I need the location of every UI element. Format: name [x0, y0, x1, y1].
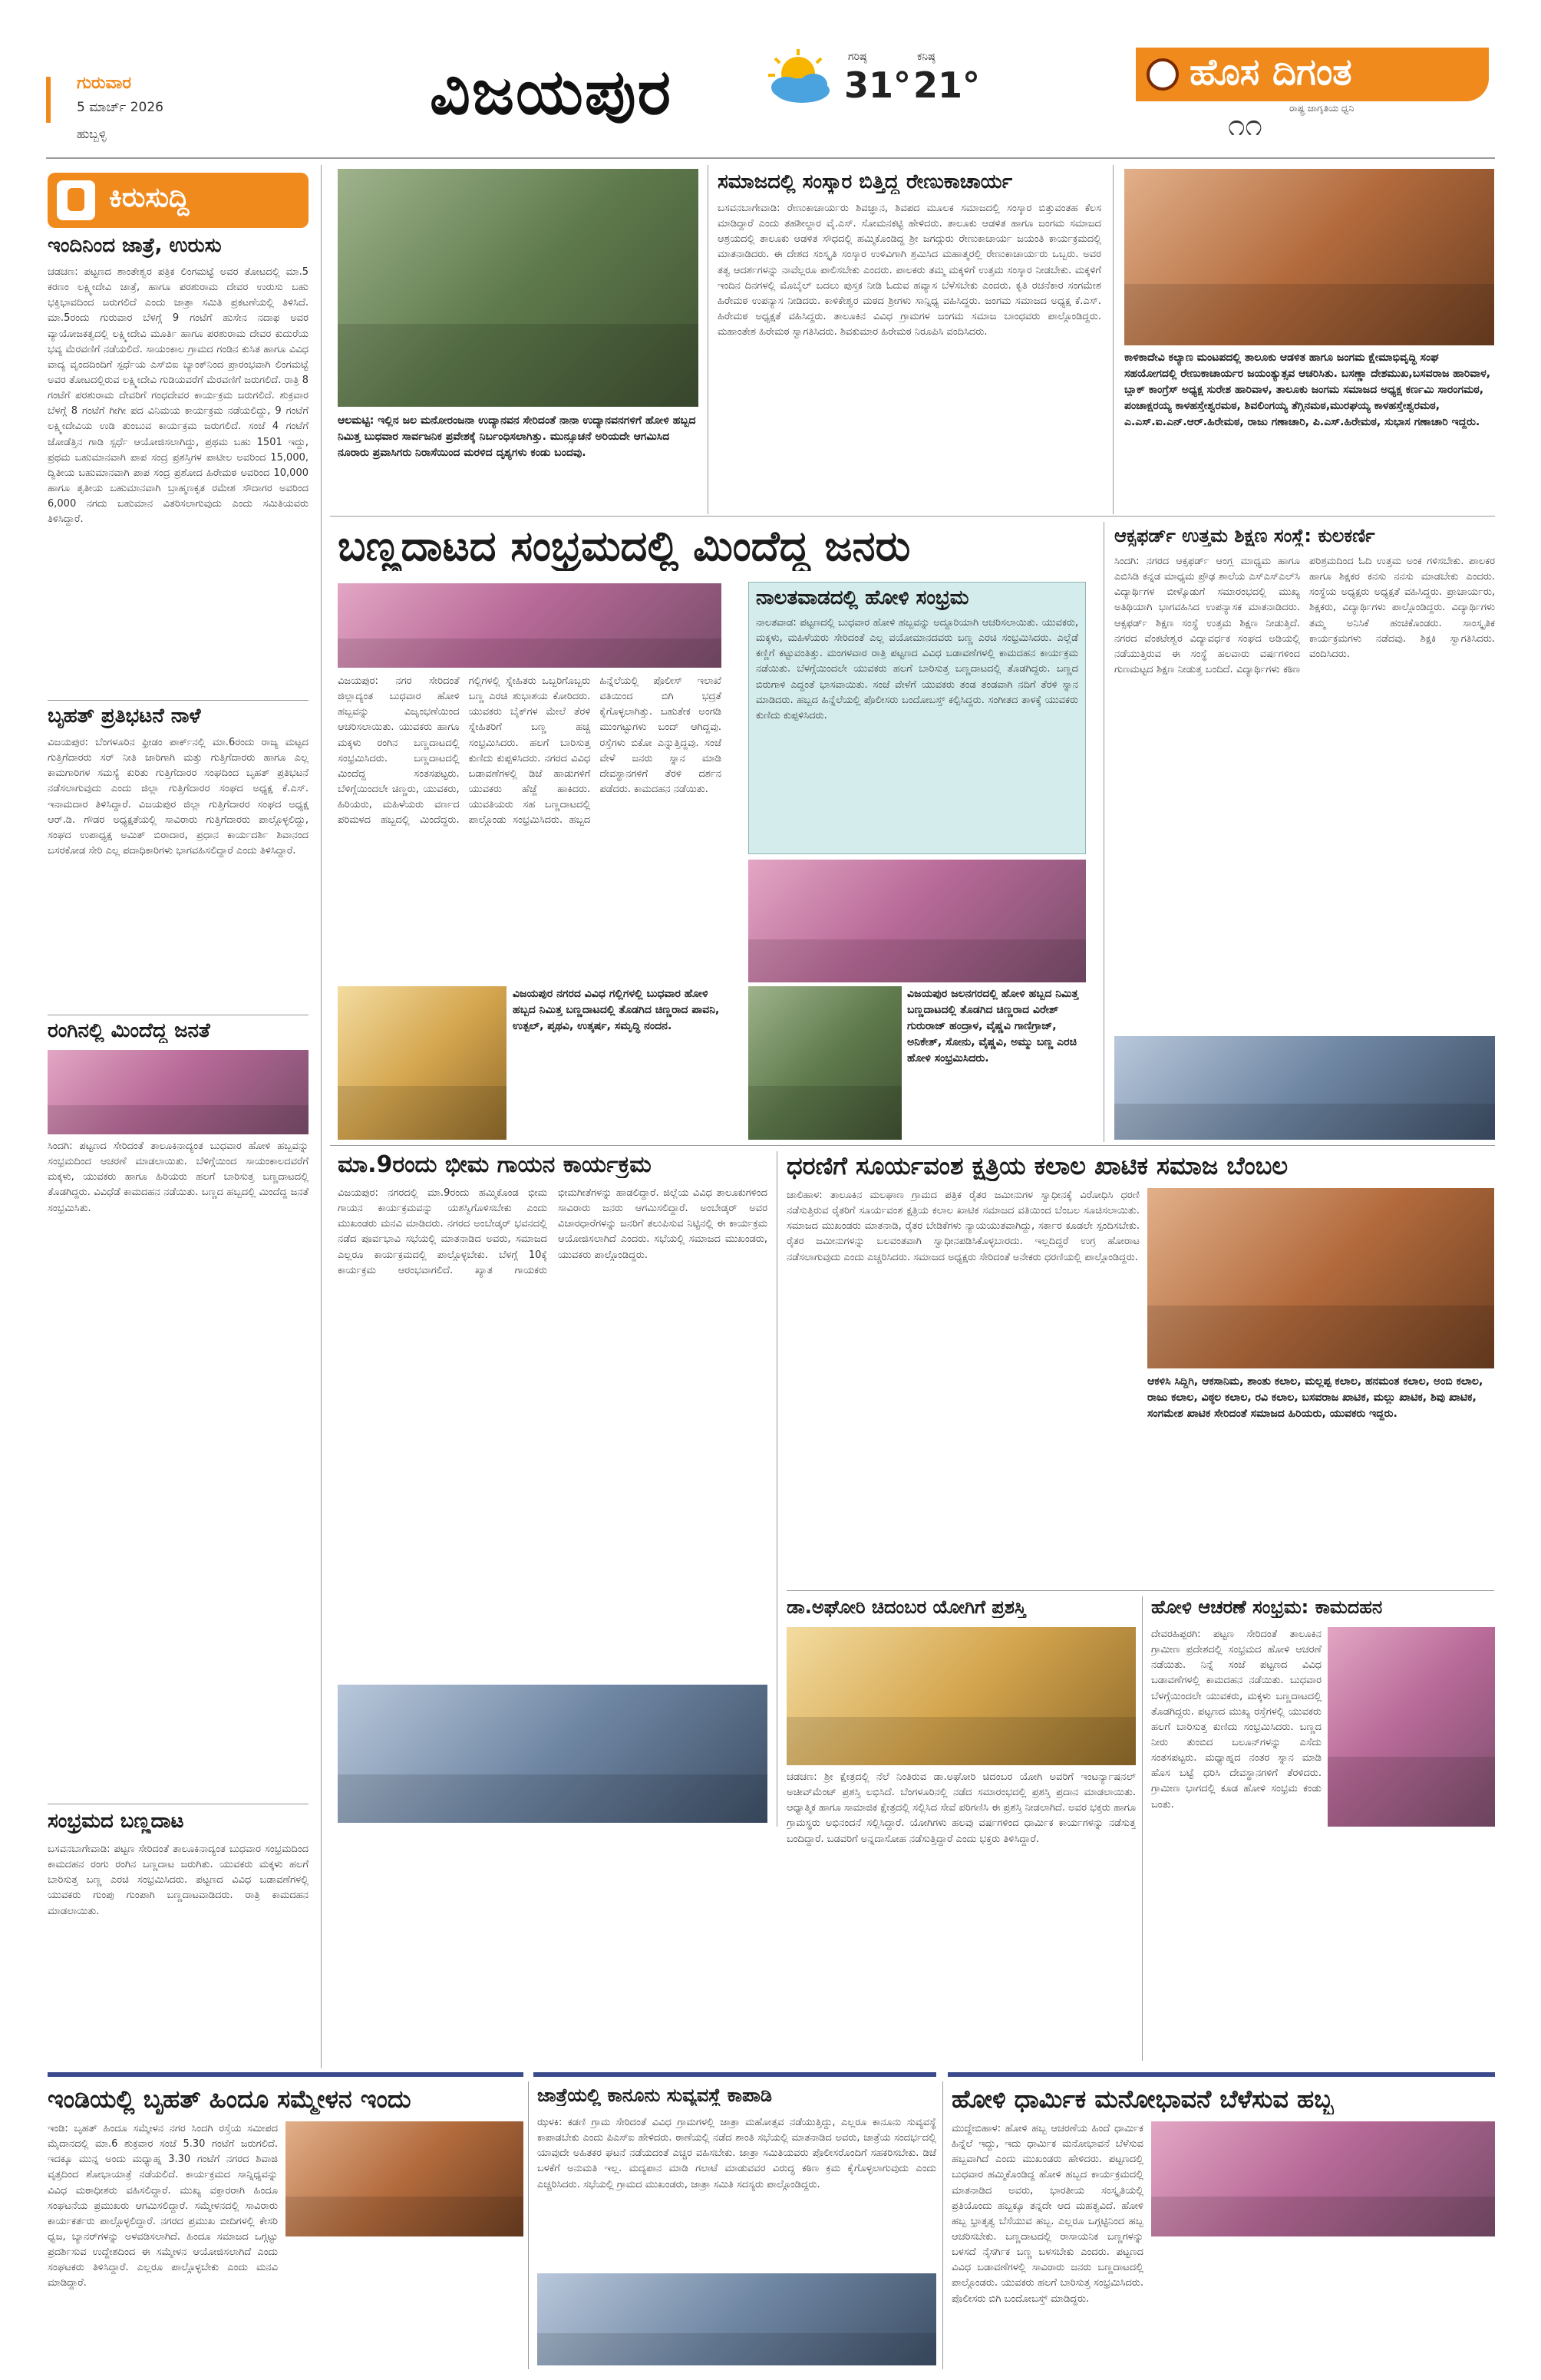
nalatawad-headline: ನಾಲತವಾಡದಲ್ಲಿ ಹೋಳಿ ಸಂಭ್ರಮ — [756, 586, 969, 609]
masthead-rule — [46, 157, 1495, 159]
kamadahana-headline: ಹೋಳಿ ಆಚರಣೆ ಸಂಭ್ರಮ: ಕಾಮದಹನ — [1151, 1596, 1383, 1618]
kiru-h1: ಇಂದಿನಿಂದ ಜಾತ್ರೆ, ಉರುಸು — [48, 234, 222, 257]
kiru-rule-1 — [48, 700, 309, 701]
bannadata-headline: ಬಣ್ಣದಾಟದ ಸಂಭ್ರಮದಲ್ಲಿ ಮಿಂದೆದ್ದ ಜನರು — [338, 522, 911, 570]
masthead — [0, 0, 1541, 161]
edition-title: ವಿಜಯಪುರ — [430, 55, 672, 129]
bottom-bar-2 — [533, 2072, 936, 2077]
jatre-body: ಝಳಕಿ: ಕಡಣಿ ಗ್ರಾಮ ಸೇರಿದಂತೆ ವಿವಿಧ ಗ್ರಾಮಗಳಲ್ಲಿ ಜಾತ್ರಾ ಮಹೋತ್ಸವ ನಡೆಯುತ್ತಿದ್ದು, ಎಲ್ಲರೂ ಕಾನೂನು ಸುವ್ಯವಸ್ಥೆ ಕಾಪಾಡಬೇಕು ಎಂದು ಪಿಎಸ್‌ಐ ಹೇಳಿದರು. ಠಾಣೆಯಲ್ಲಿ ನಡೆದ ಶಾಂತಿ ಸಭೆಯಲ್ಲಿ ಮಾತನಾಡಿದ ಅವರು, ಜಾತ್ರೆಯ ಸಂದರ್ಭದಲ್ಲಿ ಯಾವುದೇ ಅಹಿತಕರ ಘಟನೆ ನಡೆಯದಂತೆ ಎಚ್ಚರ ವಹಿಸಬೇಕು. ಜಾತ್ರಾ ಸಮಿತಿಯವರು ಪೊಲೀಸರೊಂದಿಗೆ ಸಹಕರಿಸಬೇಕು. ಡಿಜೆ ಬಳಕೆಗೆ ಅನುಮತಿ ಇಲ್ಲ. ಮದ್ಯಪಾನ ಮಾಡಿ ಗಲಾಟೆ ಮಾಡುವವರ ವಿರುದ್ಧ ಕಠಿಣ ಕ್ರಮ ಕೈಗೊಳ್ಳಲಾಗುವುದು ಎಂದು ಎಚ್ಚರಿಸಿದರು. ಸಭೆಯಲ್ಲಿ ಗ್ರಾಮದ ಮುಖಂಡರು, ಜಾತ್ರಾ ಸಮಿತಿ ಸದಸ್ಯರು ಪಾಲ್ಗೊಂಡಿದ್ದರು. — [537, 2117, 936, 2190]
dharmika-headline: ಹೋಳಿ ಧಾರ್ಮಿಕ ಮನೋಭಾವನೆ ಬೆಳೆಸುವ ಹಬ್ಬ — [952, 2085, 1334, 2114]
bannadata-cap2: ವಿಜಯಪುರ ಜಲನಗರದಲ್ಲಿ ಹೋಳಿ ಹಬ್ಬದ ನಿಮಿತ್ತ ಬಣ್ಣದಾಟದಲ್ಲಿ ತೊಡಗಿದ ಚಿಣ್ಣರಾದ ವಿರೇಶ್ ಗುರುರಾಜ್ ಹಂದ್ರಾಳ, ವೈಷ್ಣವಿ ಗಾಣಿಗ್ರಾಜ್, ಅನಿಕೇತ್, ಸೋನು, ವೈಷ್ಣವಿ, ಅಮ್ಮು ಬಣ್ಣ ಎರಚಿ ಹೋಳಿ ಸಂಭ್ರಮಿಸಿದರು. — [907, 988, 1079, 1065]
kamadahana-photo — [1328, 1627, 1495, 1827]
col3-divider — [1113, 165, 1114, 514]
nalatawad-photo — [748, 860, 1086, 982]
aghori-photo — [787, 1627, 1136, 1765]
kamadahana-body: ದೇವರಹಿಪ್ಪರಗಿ: ಪಟ್ಟಣ ಸೇರಿದಂತೆ ತಾಲೂಕಿನ ಗ್ರಾಮೀಣ ಪ್ರದೇಶದಲ್ಲಿ ಸಂಭ್ರಮದ ಹೋಳಿ ಆಚರಣೆ ನಡೆಯಿತು. ನಿನ್ನೆ ಸಂಜೆ ಪಟ್ಟಣದ ವಿವಿಧ ಬಡಾವಣೆಗಳಲ್ಲಿ ಕಾಮದಹನ ನಡೆಯಿತು. ಬುಧವಾರ ಬೆಳಗ್ಗೆಯಿಂದಲೇ ಯುವಕರು, ಮಕ್ಕಳು ಬಣ್ಣದಾಟದಲ್ಲಿ ತೊಡಗಿದ್ದರು. ಪಟ್ಟಣದ ಮುಖ್ಯ ರಸ್ತೆಗಳಲ್ಲಿ ಯುವಕರು ಹಲಗೆ ಬಾರಿಸುತ್ತ ಕುಣಿದು ಸಂಭ್ರಮಿಸಿದರು. ಬಣ್ಣದ ನೀರು ತುಂಬಿದ ಬಲೂನ್‌ಗಳನ್ನು ಎಸೆದು ಸಂತಸಪಟ್ಟರು. ಮಧ್ಯಾಹ್ನದ ನಂತರ ಸ್ನಾನ ಮಾಡಿ ಹೊಸ ಬಟ್ಟೆ ಧರಿಸಿ ದೇವಸ್ಥಾನಗಳಿಗೆ ತೆರಳಿದರು. ಗ್ರಾಮೀಣ ಭಾಗದಲ್ಲಿ ಕೂಡ ಹೋಳಿ ಸಂಭ್ರಮ ಕಂಡು ಬಂತು. — [1151, 1629, 1322, 1811]
page-number: ೧೧ — [1228, 107, 1262, 143]
dharani-caption: ಆಕಳಿಸಿ ಸಿದ್ದಿಗಿ, ಆಕಸಾನಿಮ, ಶಾಂತು ಕಲಾಲ, ಮಲ್ಲಪ್ಪ ಕಲಾಲ, ಹನಮಂತ ಕಲಾಲ, ಅಂಬಿ ಕಲಾಲ, ರಾಜು ಕಲಾಲ, ವಿಠ್ಠಲ ಕಲಾಲ, ರವಿ ಕಲಾಲ, ಬಸವರಾಜ ಖಾಟಿಕ, ಮಲ್ಲು ಖಾಟಿಕ, ಶಿವು ಖಾಟಿಕ, ಸಂಗಮೇಶ ಖಾಟಿಕ ಸೇರಿದಂತೆ ಸಮಾಜದ ಹಿರಿಯರು, ಯುವಕರು ಇದ್ದರು. — [1147, 1375, 1483, 1420]
kiru-p1: ಚಡಚಣ: ಪಟ್ಟಣದ ಶಾಂತೇಶ್ವರ ಪತ್ರಿಕ ಲಿಂಗಮಟ್ಟೆ ಅವರ ತೋಟದಲ್ಲಿ ಮಾ.5 ಕರಣಂ ಲಕ್ಷ್ಮೀದೇವಿ ಜಾತ್ರೆ, ಹಾಗೂ ಪರಶುರಾಮ ದೇವರ ಉರುಸು ಬಹು ಭಕ್ತಿಭಾವದಿಂದ ಜರುಗಲಿದೆ ಎಂದು ಜಾತ್ರಾ ಸಮಿತಿ ಪ್ರಕಟಣೆಯಲ್ಲಿ ತಿಳಿಸಿದೆ. ಮಾ.5ರಂದು ಗುರುವಾರ ಬೆಳಗ್ಗೆ 9 ಗಂಟೆಗೆ ಹುಸೇನ ನದಾಫ ಅವರ ವ್ಯಾಯೋಜಕತ್ವದಲ್ಲಿ ಲಕ್ಷ್ಮೀದೇವಿ ಮೂರ್ತಿ ಹಾಗೂ ಪರಶುರಾಮ ದೇವರ ಕುದುರೆಯ ಭವ್ಯ ಮೆರವಣಿಗೆ ನಡೆಯಲಿದೆ. ಸಾಯಂಕಾಲ ಗ್ರಾಮದ ಗಂಡಿನ ಕುಸಿತ ಹಾಗೂ ವಿವಿಧ ವಾದ್ಯ ವೃಂದದಿಂದಿಗೆ ಸ್ಪರ್ಧೆಯ ಎಸ್‌ಬಿಐ ಬ್ಯಾಂಕ್‌ನಿಂದ ಪ್ರಾರಂಭವಾಗಿ ಲಿಂಗಮಟ್ಟೆ ಅವರ ತೋಟದಲ್ಲಿರುವ ಲಕ್ಷ್ಮೀದೇವಿ ಗುಡಿಯವರೆಗೆ ಮೆರವಣಿಗೆ ಜರುಗಲಿದೆ. ರಾತ್ರಿ 8 ಗಂಟೆಗೆ ಪರಶುರಾಮ ದೇವರಿಗೆ ಗಂಧದೇವರ ಕಾರ್ಯಕ್ರಮ ಜರುಗಲಿದೆ. ಶುಕ್ರವಾರ ಬೆಳಗ್ಗೆ 8 ಗಂಟೆಗೆ ಗೀಗೀ ಪದ ವಿನಿಮಯ ಕಾರ್ಯಕ್ರಮ ನಡೆಯಲಿದ್ದು, 9 ಗಂಟೆಗೆ ಲಕ್ಷ್ಮೀದೇವಿಯ ಉಡಿ ತುಂಬುವ ಕಾರ್ಯಕ್ರಮ ಜರುಗಲಿದೆ. ಸಂಜೆ 4 ಗಂಟೆಗೆ ಜೋಡೆತ್ತಿನ ಗಾಡಿ ಸ್ಪರ್ಧೆ ಆಯೋಜಿಸಲಾಗಿದ್ದು, ಪ್ರಥಮ ಬಹು 1501 ಇದ್ದು, ಪ್ರಥಮ ಬಹುಮಾನವಾಗಿ ಪಾಪ ಸಂದ್ರ ಪ್ರಶಸ್ತಿಗಳ ಪಾಟೀಲ ಅವರಿಂದ 15,000, ದ್ವಿತೀಯ ಬಹುಮಾನವಾಗಿ ಪಾಪ ಸಂದ್ರ ಪ್ರಶೋದ ಹಿರೇಮಠ ಅವರಿಂದ 10,000 ಹಾಗೂ ತೃತೀಯ ಬಹುಮಾನವಾಗಿ ಬ್ರಾಹ್ಮಣಕೃತ ರಮೇಶ ಸೌದಾಗರ ಅವರಿಂದ 6,000 ನಗದು ಬಹುಮಾನ ವಿತರಿಸಲಾಗುವುದು ಎಂದು ಸಮಿತಿಯವರು ತಿಳಿಸಿದ್ದಾರೆ. — [48, 266, 309, 526]
aghori-body: ಚಡಚಣ: ಶ್ರೀ ಕ್ಷೇತ್ರದಲ್ಲಿ ನೆಲೆ ನಿಂತಿರುವ ಡಾ.ಅಘೋರಿ ಚಿದಂಬರ ಯೋಗಿ ಅವರಿಗೆ ಇಂಟರ್ನ್ಯಾಷನಲ್ ಅಚೀವ್‌ಮೆಂಟ್ ಪ್ರಶಸ್ತಿ ಲಭಿಸಿದೆ. ಬೆಂಗಳೂರಿನಲ್ಲಿ ನಡೆದ ಸಮಾರಂಭದಲ್ಲಿ ಪ್ರಶಸ್ತಿ ಪ್ರದಾನ ಮಾಡಲಾಯಿತು. ಆಧ್ಯಾತ್ಮಿಕ ಹಾಗೂ ಸಾಮಾಜಿಕ ಕ್ಷೇತ್ರದಲ್ಲಿ ಸಲ್ಲಿಸಿದ ಸೇವೆ ಪರಿಗಣಿಸಿ ಈ ಪ್ರಶಸ್ತಿ ನೀಡಲಾಗಿದೆ. ಅವರ ಭಕ್ತರು ಹಾಗೂ ಗ್ರಾಮಸ್ಥರು ಅಭಿನಂದನೆ ಸಲ್ಲಿಸಿದ್ದಾರೆ. ಯೋಗಿಗಳು ಹಲವು ವರ್ಷಗಳಿಂದ ಧಾರ್ಮಿಕ ಕಾರ್ಯಗಳನ್ನು ನಡೆಸುತ್ತ ಬಂದಿದ್ದಾರೆ. ಬಡವರಿಗೆ ಅನ್ನದಾಸೋಹ ನಡೆಸುತ್ತಿದ್ದಾರೆ ಎಂದು ಭಕ್ತರು ತಿಳಿಸಿದ್ದಾರೆ. — [787, 1771, 1136, 1845]
alamatti-photo — [338, 169, 698, 407]
kiru-photo-holi — [48, 1050, 309, 1134]
alamatti-caption: ಆಲಮಟ್ಟಿ: ಇಲ್ಲಿನ ಜಲ ಮನೋರಂಜನಾ ಉದ್ಯಾನವನ ಸೇರಿದಂತೆ ನಾನಾ ಉದ್ಯಾನವನಗಳಿಗೆ ಹೋಳಿ ಹಬ್ಬದ ನಿಮಿತ್ತ ಬುಧವಾರ ಸಾರ್ವಜನಿಕ ಪ್ರವೇಶಕ್ಕೆ ನಿರ್ಬಂಧಿಸಲಾಗಿತ್ತು. ಮುನ್ಸೂಚನೆ ಅರಿಯದೇ ಆಗಮಿಸಿದ ನೂರಾರು ಪ್ರವಾಸಿಗರು ನಿರಾಸೆಯಿಂದ ಮರಳಿದ ದೃಶ್ಯಗಳು ಕಂಡು ಬಂದವು. — [338, 414, 696, 459]
bannadata-photo-kids-2 — [748, 986, 902, 1140]
kiru-suddi-badge — [48, 173, 309, 228]
max-temp: 31° — [844, 64, 912, 106]
kiru-p4: ಬಸವನಬಾಗೇವಾಡಿ: ಪಟ್ಟಣ ಸೇರಿದಂತೆ ತಾಲೂಕಿನಾದ್ಯಂತ ಬುಧವಾರ ಸಂಭ್ರಮದಿಂದ ಕಾಮದಹನ ರಂಗು ರಂಗಿನ ಬಣ್ಣದಾಟ ಜರುಗಿತು. ಯುವಕರು ಮಕ್ಕಳು ಹಲಗೆ ಬಾರಿಸುತ್ತ ಬಣ್ಣ ಎರಚಿ ಸಂಭ್ರಮಿಸಿದರು. ಪಟ್ಟಣದ ವಿವಿಧ ಬಡಾವಣೆಗಳಲ್ಲಿ ಯುವಕರು ಗುಂಪು ಗುಂಪಾಗಿ ಬಣ್ಣದಾಟವಾಡಿದರು. ರಾತ್ರಿ ಕಾಮದಹನ ಮಾಡಲಾಯಿತು. — [48, 1844, 309, 1917]
bottom-bar-3 — [948, 2072, 1495, 2077]
kiru-h2: ಬೃಹತ್ ಪ್ರತಿಭಟನೆ ನಾಳೆ — [48, 705, 201, 728]
kiru-h4: ಸಂಭ್ರಮದ ಬಣ್ಣದಾಟ — [48, 1810, 184, 1833]
dharani-body: ಜಾಲಿಹಾಳ: ತಾಲೂಕಿನ ಮಲಘಾಣ ಗ್ರಾಮದ ಪತ್ರಿಕ ರೈತರ ಜಮೀನುಗಳ ಸ್ವಾಧೀನಕ್ಕೆ ವಿರೋಧಿಸಿ ಧರಣಿ ನಡೆಸುತ್ತಿರುವ ರೈತರಿಗೆ ಸೂರ್ಯವಂಶ ಕ್ಷತ್ರಿಯ ಕಲಾಲ ಖಾಟಿಕ ಸಮಾಜದ ವತಿಯಿಂದ ಬೆಂಬಲ ಸೂಚಿಸಲಾಯಿತು. ಸಮಾಜದ ಮುಖಂಡರು ಮಾತನಾಡಿ, ರೈತರ ಬೇಡಿಕೆಗಳು ನ್ಯಾಯಯುತವಾಗಿದ್ದು, ಸರ್ಕಾರ ಕೂಡಲೇ ಸ್ಪಂದಿಸಬೇಕು. ರೈತರ ಜಮೀನುಗಳನ್ನು ಬಲವಂತವಾಗಿ ಸ್ವಾಧೀನಪಡಿಸಿಕೊಳ್ಳಬಾರದು. ಇಲ್ಲದಿದ್ದರೆ ಉಗ್ರ ಹೋರಾಟ ನಡೆಸಲಾಗುವುದು ಎಂದು ಎಚ್ಚರಿಸಿದರು. ಸಮಾಜದ ಅಧ್ಯಕ್ಷರು ಸೇರಿದಂತೆ ಅನೇಕರು ಧರಣಿಯಲ್ಲಿ ಪಾಲ್ಗೊಂಡಿದ್ದರು. — [787, 1190, 1140, 1263]
min-temp-label: ಕನಿಷ್ಠ — [917, 51, 935, 63]
row2-rule — [330, 1145, 1495, 1146]
dharmika-body-2 — [1151, 2243, 1495, 2365]
col6-divider — [1142, 1596, 1143, 2061]
renuka-caption: ಕಾಳಿಕಾದೇವಿ ಕಲ್ಯಾಣ ಮಂಟಪದಲ್ಲಿ ತಾಲೂಕು ಆಡಳಿತ ಹಾಗೂ ಜಂಗಮ ಕ್ಷೇಮಾಭಿವೃದ್ಧಿ ಸಂಘ ಸಹಯೋಗದಲ್ಲಿ ರೇಣುಕಾಚಾರ್ಯರ ಜಯಂತ್ಯುತ್ಸವ ಆಚರಿಸಿತು. ಬಸಣ್ಣಾ ದೇಶಮುಖ,ಬಸವರಾಜ ಹಾರಿವಾಳ, ಬ್ಲಾಕ್ ಕಾಂಗ್ರೆಸ್ ಅಧ್ಯಕ್ಷ ಸುರೇಶ ಹಾರಿವಾಳ, ತಾಲೂಕು ಜಂಗಮ ಸಮಾಜದ ಅಧ್ಯಕ್ಷ ಕರ್ಣಮಿ ಸಾರಂಗಮಠ, ಪಂಚಾಕ್ಷರಯ್ಯ ಕಾಳಹಸ್ತೇಶ್ವರಮಠ, ಶಿವಲಿಂಗಯ್ಯ ತೆಗ್ಗಿನಮಠ,ಮುರಘಯ್ಯ ಕಾಳಹಸ್ತೇಶ್ವರಮಠ, ಎ.ಎಸ್.ಐ.ಎನ್.ಆರ್.ಹಿರೇಮಠ, ರಾಜು ಗಣಾಚಾರಿ, ಪಿ.ಎಸ್.ಹಿರೇಮಠ, ಸುಭಾಸ ಗಣಾಚಾರಿ ಇದ್ದರು. — [1124, 352, 1491, 428]
masthead-left-bar — [46, 77, 51, 123]
dharani-photo — [1147, 1188, 1494, 1368]
oxford-body: ಸಿಂದಗಿ: ನಗರದ ಆಕ್ಸಫರ್ಡ್ ಆಂಗ್ಲ ಮಾಧ್ಯಮ ಹಾಗೂ ಎಬಿಸಿಡಿ ಕನ್ನಡ ಮಾಧ್ಯಮ ಪ್ರೌಢ ಶಾಲೆಯ ಎಸ್‌ಎಸ್‌ಎಲ್‌ಸಿ ವಿದ್ಯಾರ್ಥಿಗಳ ಬೀಳ್ಕೊಡುಗೆ ಸಮಾರಂಭದಲ್ಲಿ ಮುಖ್ಯ ಅತಿಥಿಯಾಗಿ ಭಾಗವಹಿಸಿದ ಉಪನ್ಯಾಸಕ ಮಾತನಾಡಿದರು. ಆಕ್ಸಫರ್ಡ್ ಶಿಕ್ಷಣ ಸಂಸ್ಥೆ ಉತ್ತಮ ಶಿಕ್ಷಣ ನೀಡುತ್ತಿದೆ. ನಗರದ ವೆಂಕಟೇಶ್ವರ ವಿದ್ಯಾವರ್ಧಕ ಸಂಘದ ಅಡಿಯಲ್ಲಿ ನಡೆಯುತ್ತಿರುವ ಈ ಸಂಸ್ಥೆ ಹಲವಾರು ವರ್ಷಗಳಿಂದ ಗುಣಮಟ್ಟದ ಶಿಕ್ಷಣ ನೀಡುತ್ತ ಬಂದಿದೆ. ವಿದ್ಯಾರ್ಥಿಗಳು ಕಠಿಣ ಪರಿಶ್ರಮದಿಂದ ಓದಿ ಉತ್ತಮ ಅಂಕ ಗಳಿಸಬೇಕು. ಪಾಲಕರ ಹಾಗೂ ಶಿಕ್ಷಕರ ಕನಸು ನನಸು ಮಾಡಬೇಕು ಎಂದರು. ಸಂಸ್ಥೆಯ ಅಧ್ಯಕ್ಷರು ಅಧ್ಯಕ್ಷತೆ ವಹಿಸಿದ್ದರು. ಪ್ರಾಚಾರ್ಯರು, ಶಿಕ್ಷಕರು, ವಿದ್ಯಾರ್ಥಿಗಳು ಪಾಲ್ಗೊಂಡಿದ್ದರು. ವಿದ್ಯಾರ್ಥಿಗಳು ತಮ್ಮ ಅನಿಸಿಕೆ ಹಂಚಿಕೊಂಡರು. ಸಾಂಸ್ಕೃತಿಕ ಕಾರ್ಯಕ್ರಮಗಳು ನಡೆದವು. ಶಿಕ್ಷಕಿ ಸ್ವಾಗತಿಸಿದರು. ವಂದಿಸಿದರು. — [1114, 556, 1495, 675]
bheema-headline: ಮಾ.9ರಂದು ಭೀಮ ಗಾಯನ ಕಾರ್ಯಕ್ರಮ — [338, 1151, 652, 1178]
indi-body-2 — [285, 2243, 523, 2365]
bannadata-photo-kids-1 — [338, 986, 507, 1140]
min-temp: 21° — [913, 64, 981, 106]
row3-rule — [787, 1590, 1494, 1591]
oxford-headline: ಆಕ್ಸಫರ್ಡ್ ಉತ್ತಮ ಶಿಕ್ಷಣ ಸಂಸ್ಥೆ: ಕುಲಕರ್ಣಿ — [1114, 525, 1375, 546]
kiru-p2: ವಿಜಯಪುರ: ಬೆಂಗಳೂರಿನ ಫ್ರೀಡಂ ಪಾರ್ಕ್‌ನಲ್ಲಿ ಮಾ.6ರಂದು ರಾಜ್ಯ ಮಟ್ಟದ ಗುತ್ತಿಗೆದಾರರು ಸರ್ ನೀತಿ ಜಾರಿಗಾಗಿ ಮತ್ತು ಗುತ್ತಿಗೆದಾರರು ಹಾಗೂ ಎಲ್ಲ ಕಾಮಗಾರಿಗಳ ಸಮಸ್ಯೆ ಕುರಿತು ಗುತ್ತಿಗೆದಾರರ ಸಂಘದಿಂದ ಬೃಹತ್ ಪ್ರತಿಭಟನೆ ನಡೆಸಲಾಗುವುದು ಎಂದು ಜಿಲ್ಲಾ ಗುತ್ತಿಗೆದಾರರ ಸಂಘದ ಅಧ್ಯಕ್ಷ ಕೆ.ಎಸ್. ಇನಾಮದಾರ ತಿಳಿಸಿದ್ದಾರೆ. ವಿಜಯಪುರ ಜಿಲ್ಲಾ ಗುತ್ತಿಗೆದಾರರ ಸಂಘದ ಅಧ್ಯಕ್ಷ ಆರ್.ಡಿ. ಗೌಡರ ಅಧ್ಯಕ್ಷತೆಯಲ್ಲಿ ಸಾವಿರಾರು ಗುತ್ತಿಗೆದಾರರು ಪಾಲ್ಗೊಳ್ಳಲಿದ್ದು, ಸಂಘದ ಉಪಾಧ್ಯಕ್ಷ ಅಮಿತ್ ಬಿರಾದಾರ, ಪ್ರಧಾನ ಕಾರ್ಯದರ್ಶಿ ಶಿವಾನಂದ ಬಸರಕೋಡ ಸೇರಿ ಎಲ್ಲ ಪದಾಧಿಕಾರಿಗಳು ಭಾಗವಹಿಸಲಿದ್ದಾರೆ ಎಂದು ತಿಳಿಸಿದ್ದಾರೆ. — [48, 737, 309, 857]
left-col-divider — [321, 165, 322, 2068]
bheema-photo — [338, 1685, 767, 1823]
issue-city: ಹುಬ್ಬಳ್ಳಿ — [77, 127, 107, 141]
bheema-body: ವಿಜಯಪುರ: ನಗರದಲ್ಲಿ ಮಾ.9ರಂದು ಹಮ್ಮಿಕೊಂಡ ಭೀಮ ಗಾಯನ ಕಾರ್ಯಕ್ರಮವನ್ನು ಯಶಸ್ವಿಗೊಳಿಸಬೇಕು ಎಂದು ಮುಖಂಡರು ಮನವಿ ಮಾಡಿದರು. ನಗರದ ಅಂಬೇಡ್ಕರ್ ಭವನದಲ್ಲಿ ನಡೆದ ಪೂರ್ವಭಾವಿ ಸಭೆಯಲ್ಲಿ ಮಾತನಾಡಿದ ಅವರು, ಸಮಾಜದ ಎಲ್ಲರೂ ಕಾರ್ಯಕ್ರಮದಲ್ಲಿ ಪಾಲ್ಗೊಳ್ಳಬೇಕು. ಬೆಳಗ್ಗೆ 10ಕ್ಕೆ ಕಾರ್ಯಕ್ರಮ ಆರಂಭವಾಗಲಿದೆ. ಖ್ಯಾತ ಗಾಯಕರು ಭೀಮಗೀತೆಗಳನ್ನು ಹಾಡಲಿದ್ದಾರೆ. ಜಿಲ್ಲೆಯ ವಿವಿಧ ತಾಲೂಕುಗಳಿಂದ ಸಾವಿರಾರು ಜನರು ಆಗಮಿಸಲಿದ್ದಾರೆ. ಅಂಬೇಡ್ಕರ್ ಅವರ ವಿಚಾರಧಾರೆಗಳನ್ನು ಜನರಿಗೆ ತಲುಪಿಸುವ ನಿಟ್ಟಿನಲ್ಲಿ ಈ ಕಾರ್ಯಕ್ರಮ ಆಯೋಜಿಸಲಾಗಿದೆ ಎಂದರು. ಸಭೆಯಲ್ಲಿ ಸಮಾಜದ ಮುಖಂಡರು, ಯುವಕರು ಪಾಲ್ಗೊಂಡಿದ್ದರು. — [338, 1187, 767, 1276]
indi-body: ಇಂಡಿ: ಬೃಹತ್ ಹಿಂದೂ ಸಮ್ಮೇಳನ ನಗರ ಸಿಂದಗಿ ರಸ್ತೆಯ ಸಮೀಪದ ಮೈದಾನದಲ್ಲಿ ಮಾ.6 ಶುಕ್ರವಾರ ಸಂಜೆ 5.30 ಗಂಟೆಗೆ ಜರುಗಲಿದೆ. ಇದಕ್ಕೂ ಮುನ್ನ ಅಂದು ಮಧ್ಯಾಹ್ನ 3.30 ಗಂಟೆಗೆ ನಗರದ ಶಿವಾಜಿ ವೃತ್ತದಿಂದ ಶೋಭಾಯಾತ್ರೆ ನಡೆಯಲಿದೆ. ಕಾರ್ಯಕ್ರಮದ ಸಾನ್ನಿಧ್ಯವನ್ನು ವಿವಿಧ ಮಠಾಧೀಶರು ವಹಿಸಲಿದ್ದಾರೆ. ಮುಖ್ಯ ವಕ್ತಾರರಾಗಿ ಹಿಂದೂ ಸಂಘಟನೆಯ ಪ್ರಮುಖರು ಆಗಮಿಸಲಿದ್ದಾರೆ. ಸಮ್ಮೇಳನದಲ್ಲಿ ಸಾವಿರಾರು ಕಾರ್ಯಕರ್ತರು ಪಾಲ್ಗೊಳ್ಳಲಿದ್ದಾರೆ. ನಗರದ ಪ್ರಮುಖ ಬೀದಿಗಳಲ್ಲಿ ಕೇಸರಿ ಧ್ವಜ, ಬ್ಯಾನರ್‌ಗಳನ್ನು ಅಳವಡಿಸಲಾಗಿದೆ. ಹಿಂದೂ ಸಮಾಜದ ಒಗ್ಗಟ್ಟು ಪ್ರದರ್ಶಿಸುವ ಉದ್ದೇಶದಿಂದ ಈ ಸಮ್ಮೇಳನ ಆಯೋಜಿಸಲಾಗಿದೆ ಎಂದು ಸಂಘಟಕರು ತಿಳಿಸಿದ್ದಾರೆ. ಎಲ್ಲರೂ ಪಾಲ್ಗೊಳ್ಳಬೇಕು ಎಂದು ಮನವಿ ಮಾಡಿದ್ದಾರೆ. — [48, 2123, 278, 2289]
bannadata-cap1: ವಿಜಯಪುರ ನಗರದ ವಿವಿಧ ಗಲ್ಲಿಗಳಲ್ಲಿ ಬುಧವಾರ ಹೋಳಿ ಹಬ್ಬದ ನಿಮಿತ್ತ ಬಣ್ಣದಾಟದಲ್ಲಿ ತೊಡಗಿದ ಚಿಣ್ಣರಾದ ಪಾವನಿ, ಉತ್ಪಲ್, ಪೃಥವಿ, ಉತ್ಕರ್ಷ, ಸಮೃದ್ಧಿ ನಂದನ. — [513, 988, 720, 1032]
aghori-headline: ಡಾ.ಅಘೋರಿ ಚಿದಂಬರ ಯೋಗಿಗೆ ಪ್ರಶಸ್ತಿ — [787, 1596, 1026, 1618]
renuka-photo — [1124, 169, 1494, 345]
issue-day: ಗುರುವಾರ — [77, 74, 132, 93]
paper-logo-icon — [1147, 58, 1179, 91]
paper-name: ಹೊಸ ದಿಗಂತ — [1190, 51, 1352, 94]
dharmika-body: ಮುದ್ದೇಬಿಹಾಳ: ಹೋಳಿ ಹಬ್ಬ ಆಚರಣೆಯ ಹಿಂದೆ ಧಾರ್ಮಿಕ ಹಿನ್ನೆಲೆ ಇದ್ದು, ಇದು ಧಾರ್ಮಿಕ ಮನೋಭಾವನೆ ಬೆಳೆಸುವ ಹಬ್ಬವಾಗಿದೆ ಎಂದು ಮುಖಂಡರು ಹೇಳಿದರು. ಪಟ್ಟಣದಲ್ಲಿ ಬುಧವಾರ ಹಮ್ಮಿಕೊಂಡಿದ್ದ ಹೋಳಿ ಹಬ್ಬದ ಕಾರ್ಯಕ್ರಮದಲ್ಲಿ ಮಾತನಾಡಿದ ಅವರು, ಭಾರತೀಯ ಸಂಸ್ಕೃತಿಯಲ್ಲಿ ಪ್ರತಿಯೊಂದು ಹಬ್ಬಕ್ಕೂ ತನ್ನದೇ ಆದ ಮಹತ್ವವಿದೆ. ಹೋಳಿ ಹಬ್ಬ ಭ್ರಾತೃತ್ವ ಬೆಸೆಯುವ ಹಬ್ಬ. ಎಲ್ಲರೂ ಒಗ್ಗಟ್ಟಿನಿಂದ ಹಬ್ಬ ಆಚರಿಸಬೇಕು. ಬಣ್ಣದಾಟದಲ್ಲಿ ರಾಸಾಯನಿಕ ಬಣ್ಣಗಳನ್ನು ಬಳಸದೆ ನೈಸರ್ಗಿಕ ಬಣ್ಣ ಬಳಸಬೇಕು ಎಂದರು. ಪಟ್ಟಣದ ವಿವಿಧ ಬಡಾವಣೆಗಳಲ್ಲಿ ಸಾವಿರಾರು ಜನರು ಬಣ್ಣದಾಟದಲ್ಲಿ ಪಾಲ್ಗೊಂಡರು. ಯುವಕರು ಹಲಗೆ ಬಾರಿಸುತ್ತ ಸಂಭ್ರಮಿಸಿದರು. ಪೊಲೀಸರು ಬಿಗಿ ಬಂದೋಬಸ್ತ್ ಮಾಡಿದ್ದರು. — [952, 2123, 1143, 2305]
issue-date: 5 ಮಾರ್ಚ್ 2026 — [77, 100, 163, 115]
paper-tagline: ರಾಷ್ಟ್ರ ಜಾಗೃತಿಯ ಧ್ವನಿ — [1289, 103, 1355, 114]
indi-headline: ಇಂಡಿಯಲ್ಲಿ ಬೃಹತ್ ಹಿಂದೂ ಸಮ್ಮೇಳನ ಇಂದು — [48, 2085, 411, 2114]
max-temp-label: ಗರಿಷ್ಠ — [848, 51, 867, 63]
jatre-headline: ಜಾತ್ರೆಯಲ್ಲಿ ಕಾನೂನು ಸುವ್ಯವಸ್ಥೆ ಕಾಪಾಡಿ — [537, 2085, 772, 2106]
dharmika-photo — [1151, 2121, 1495, 2236]
row1-rule — [330, 516, 1495, 517]
weather-icon — [756, 48, 840, 109]
bannadata-photo-1 — [338, 583, 721, 668]
indi-photo — [285, 2121, 523, 2236]
oxford-photo — [1114, 1036, 1495, 1140]
kiru-p3: ಸಿಂದಗಿ: ಪಟ್ಟಣದ ಸೇರಿದಂತೆ ತಾಲೂಕಿನಾದ್ಯಂತ ಬುಧವಾರ ಹೋಳಿ ಹಬ್ಬವನ್ನು ಸಂಭ್ರಮದಿಂದ ಆಚರಣೆ ಮಾಡಲಾಯಿತು. ಬೆಳಿಗ್ಗೆಯಿಂದ ಸಾಯಂಕಾಲದವರೆಗೆ ಮಕ್ಕಳು, ಯುವಕರು ಹಾಗೂ ಹಿರಿಯರು ಹಲಗೆ ಬಾರಿಸುತ್ತ ಬಣ್ಣದಾಟದಲ್ಲಿ ತೊಡಗಿದ್ದರು. ವಿವಿಧೆಡೆ ಕಾಮದಹನ ನಡೆಯಿತು. ಬಣ್ಣದ ಹಬ್ಬದಲ್ಲಿ ಮಿಂದೆದ್ದ ಜನತೆ ಸಂಭ್ರಮಿಸಿತು. — [48, 1140, 309, 1214]
bannadata-body: ವಿಜಯಪುರ: ನಗರ ಸೇರಿದಂತೆ ಜಿಲ್ಲಾದ್ಯಂತ ಬುಧವಾರ ಹೋಳಿ ಹಬ್ಬವನ್ನು ವಿಜೃಂಭಣೆಯಿಂದ ಆಚರಿಸಲಾಯಿತು. ಯುವಕರು ಹಾಗೂ ಮಕ್ಕಳು ರಂಗಿನ ಬಣ್ಣದಾಟದಲ್ಲಿ ಸಂಭ್ರಮಿಸಿದರು. ಬಣ್ಣದಾಟದಲ್ಲಿ ಮಿಂದೆದ್ದ ಸಂತಸಪಟ್ಟರು. ಬೆಳಿಗ್ಗೆಯಿಂದಲೇ ಚಿಣ್ಣರು, ಯುವಕರು, ಹಿರಿಯರು, ಮಹಿಳೆಯರು ವರ್ಣದ ಪರಿಮಳದ ಹಬ್ಬದಲ್ಲಿ ಮಿಂದೆದ್ದರು. ಗಲ್ಲಿಗಳಲ್ಲಿ ಸ್ನೇಹಿತರು ಒಬ್ಬರಿಗೊಬ್ಬರು ಬಣ್ಣ ಎರಚಿ ಶುಭಾಶಯ ಕೋರಿದರು. ಯುವಕರು ಬೈಕ್‌ಗಳ ಮೇಲೆ ತೆರಳಿ ಸ್ನೇಹಿತರಿಗೆ ಬಣ್ಣ ಹಚ್ಚಿ ಸಂಭ್ರಮಿಸಿದರು. ಹಲಗೆ ಬಾರಿಸುತ್ತ ಕುಣಿದು ಕುಪ್ಪಳಿಸಿದರು. ನಗರದ ವಿವಿಧ ಬಡಾವಣೆಗಳಲ್ಲಿ ಡಿಜೆ ಹಾಡುಗಳಿಗೆ ಯುವಕರು ಹೆಜ್ಜೆ ಹಾಕಿದರು. ಯುವತಿಯರು ಸಹ ಬಣ್ಣದಾಟದಲ್ಲಿ ಪಾಲ್ಗೊಂಡು ಸಂಭ್ರಮಿಸಿದರು. ಹಬ್ಬದ ಹಿನ್ನೆಲೆಯಲ್ಲಿ ಪೊಲೀಸ್ ಇಲಾಖೆ ವತಿಯಿಂದ ಬಿಗಿ ಭದ್ರತೆ ಕೈಗೊಳ್ಳಲಾಗಿತ್ತು. ಬಹುತೇಕ ಅಂಗಡಿ ಮುಂಗಟ್ಟುಗಳು ಬಂದ್ ಆಗಿದ್ದವು. ರಸ್ತೆಗಳು ಬಿಕೋ ಎನ್ನುತ್ತಿದ್ದವು. ಸಂಜೆ ವೇಳೆ ಜನರು ಸ್ನಾನ ಮಾಡಿ ದೇವಸ್ಥಾನಗಳಿಗೆ ತೆರಳಿ ದರ್ಶನ ಪಡೆದರು. ಕಾಮದಹನ ನಡೆಯಿತು. — [338, 675, 721, 827]
bottom-divider-1 — [528, 2081, 529, 2369]
dharani-headline: ಧರಣಿಗೆ ಸೂರ್ಯವಂಶ ಕ್ಷತ್ರಿಯ ಕಲಾಲ ಖಾಟಿಕ ಸಮಾಜ ಬೆಂಬಲ — [787, 1151, 1289, 1180]
kiru-h3: ರಂಗಿನಲ್ಲಿ ಮಿಂದೆದ್ದ ಜನತೆ — [48, 1019, 210, 1042]
bottom-bar-1 — [48, 2072, 523, 2077]
kiru-suddi-label: ಕಿರುಸುದ್ದಿ — [109, 182, 190, 213]
bottom-divider-2 — [942, 2081, 943, 2369]
paper-logo-box — [1136, 48, 1489, 101]
jatre-photo — [537, 2273, 936, 2365]
renuka-body: ಬಸವನಬಾಗೇವಾಡಿ: ರೇಣುಕಾಚಾರ್ಯರು ಶಿವಜ್ಞಾನ, ಶಿವಪದ ಮೂಲಕ ಸಮಾಜದಲ್ಲಿ ಸಂಸ್ಕಾರ ಬಿತ್ತುವಂತಹ ಕೆಲಸ ಮಾಡಿದ್ದಾರೆ ಎಂದು ತಹಶೀಲ್ದಾರ ವೈ.ಎಸ್. ಸೋಮನಕಟ್ಟಿ ಹೇಳಿದರು. ತಾಲೂಕು ಆಡಳಿತ ಹಾಗೂ ಜಂಗಮ ಸಮಾಜದ ಆಶ್ರಯದಲ್ಲಿ ತಾಲೂಕು ಆಡಳಿತ ಸೌಧದಲ್ಲಿ ಹಮ್ಮಿಕೊಂಡಿದ್ದ ಶ್ರೀ ಜಗದ್ಗುರು ರೇಣುಕಾಚಾರ್ಯ ಜಯಂತಿ ಕಾರ್ಯಕ್ರಮದಲ್ಲಿ ಮಾತನಾಡಿದರು. ಈ ದೇಶದ ಸಂಸ್ಕೃತಿ ಸಂಸ್ಕಾರ ಉಳಿವಿಗಾಗಿ ಶ್ರಮಿಸಿದ ಮಹಾತ್ಮರಲ್ಲಿ ರೇಣುಕಾಚಾರ್ಯರು ಒಬ್ಬರು. ಅವರ ತತ್ವ ಆದರ್ಶಗಳನ್ನು ನಾವೆಲ್ಲರೂ ಪಾಲಿಸಬೇಕು ಎಂದರು. ಪಾಲಕರು ತಮ್ಮ ಮಕ್ಕಳಿಗೆ ಉತ್ತಮ ಸಂಸ್ಕಾರ ನೀಡಬೇಕು. ಮಕ್ಕಳಿಗೆ ಇಂದಿನ ದಿನಗಳಲ್ಲಿ ಮೊಬೈಲ್ ಬದಲು ಪುಸ್ತಕ ನೀಡಿ ಓದುವ ಹವ್ಯಾಸ ಬೆಳೆಸಬೇಕು ಎಂದರು. ಕೃತಿ ರಚನೆಕಾರ ಸಂಗಮೇಶ ಹಿರೇಮಠ ಉಪನ್ಯಾಸ ನೀಡಿದರು. ಕಾಳಿಕೇಶ್ವರ ಮಠದ ಶ್ರೀಗಳು ಸಾನ್ನಿಧ್ಯ ವಹಿಸಿದ್ದರು. ಜಂಗಮ ಸಮಾಜದ ಅಧ್ಯಕ್ಷ ಕೆ.ಎಸ್. ಹಿರೇಮಠ ಅಧ್ಯಕ್ಷತೆ ವಹಿಸಿದ್ದರು. ತಾಲೂಕಿನ ವಿವಿಧ ಗ್ರಾಮಗಳ ಜಂಗಮ ಸಮಾಜ ಬಾಂಧವರು ಪಾಲ್ಗೊಂಡಿದ್ದರು. ಮಹಾಂತೇಶ ಹಿರೇಮಠ ಸ್ವಾಗತಿಸಿದರು. ಶಿವಕುಮಾರ ಹಿರೇಮಠ ನಿರೂಪಿಸಿ ವಂದಿಸಿದರು. — [718, 203, 1101, 338]
renuka-headline: ಸಮಾಜದಲ್ಲಿ ಸಂಸ್ಕಾರ ಬಿತ್ತಿದ್ದ ರೇಣುಕಾಚಾರ್ಯ — [718, 170, 1013, 193]
hand-icon — [57, 180, 95, 220]
nalatawad-body: ನಾಲತವಾಡ: ಪಟ್ಟಣದಲ್ಲಿ ಬುಧವಾರ ಹೋಳಿ ಹಬ್ಬವನ್ನು ಅದ್ದೂರಿಯಾಗಿ ಆಚರಿಸಲಾಯಿತು. ಯುವಕರು, ಮಕ್ಕಳು, ಮಹಿಳೆಯರು ಸೇರಿದಂತೆ ಎಲ್ಲ ವಯೋಮಾನದವರು ಬಣ್ಣ ಎರಚಿ ಸಂಭ್ರಮಿಸಿದರು. ಎಲ್ಲೆಡೆ ಕಣ್ಣಿಗೆ ಕಟ್ಟುವಂತಿತ್ತು. ಮಂಗಳವಾರ ರಾತ್ರಿ ಪಟ್ಟಣದ ವಿವಿಧ ಬಡಾವಣೆಗಳಲ್ಲಿ ಕಾಮದಹನ ಕಾರ್ಯಕ್ರಮ ನಡೆಯಿತು. ಬೆಳಗ್ಗೆಯಿಂದಲೇ ಯುವಕರು ಹಲಗೆ ಬಾರಿಸುತ್ತ ಬಣ್ಣದಾಟದಲ್ಲಿ ತೊಡಗಿದ್ದರು. ಬಣ್ಣದ ಬಿರುಗಾಳಿ ಎದ್ದಂತೆ ಭಾಸವಾಯಿತು. ಸಂಜೆ ವೇಳೆಗೆ ಯುವಕರು ತಂಡ ತಂಡವಾಗಿ ನದಿಗೆ ತೆರಳಿ ಸ್ನಾನ ಮಾಡಿದರು. ಹಬ್ಬದ ಹಿನ್ನೆಲೆಯಲ್ಲಿ ಪೊಲೀಸರು ಬಂದೋಬಸ್ತ್ ಕಲ್ಪಿಸಿದ್ದರು. ಸಂಗೀತದ ತಾಳಕ್ಕೆ ಯುವಕರು ಕುಣಿದು ಕುಪ್ಪಳಿಸಿದರು. — [756, 617, 1078, 721]
